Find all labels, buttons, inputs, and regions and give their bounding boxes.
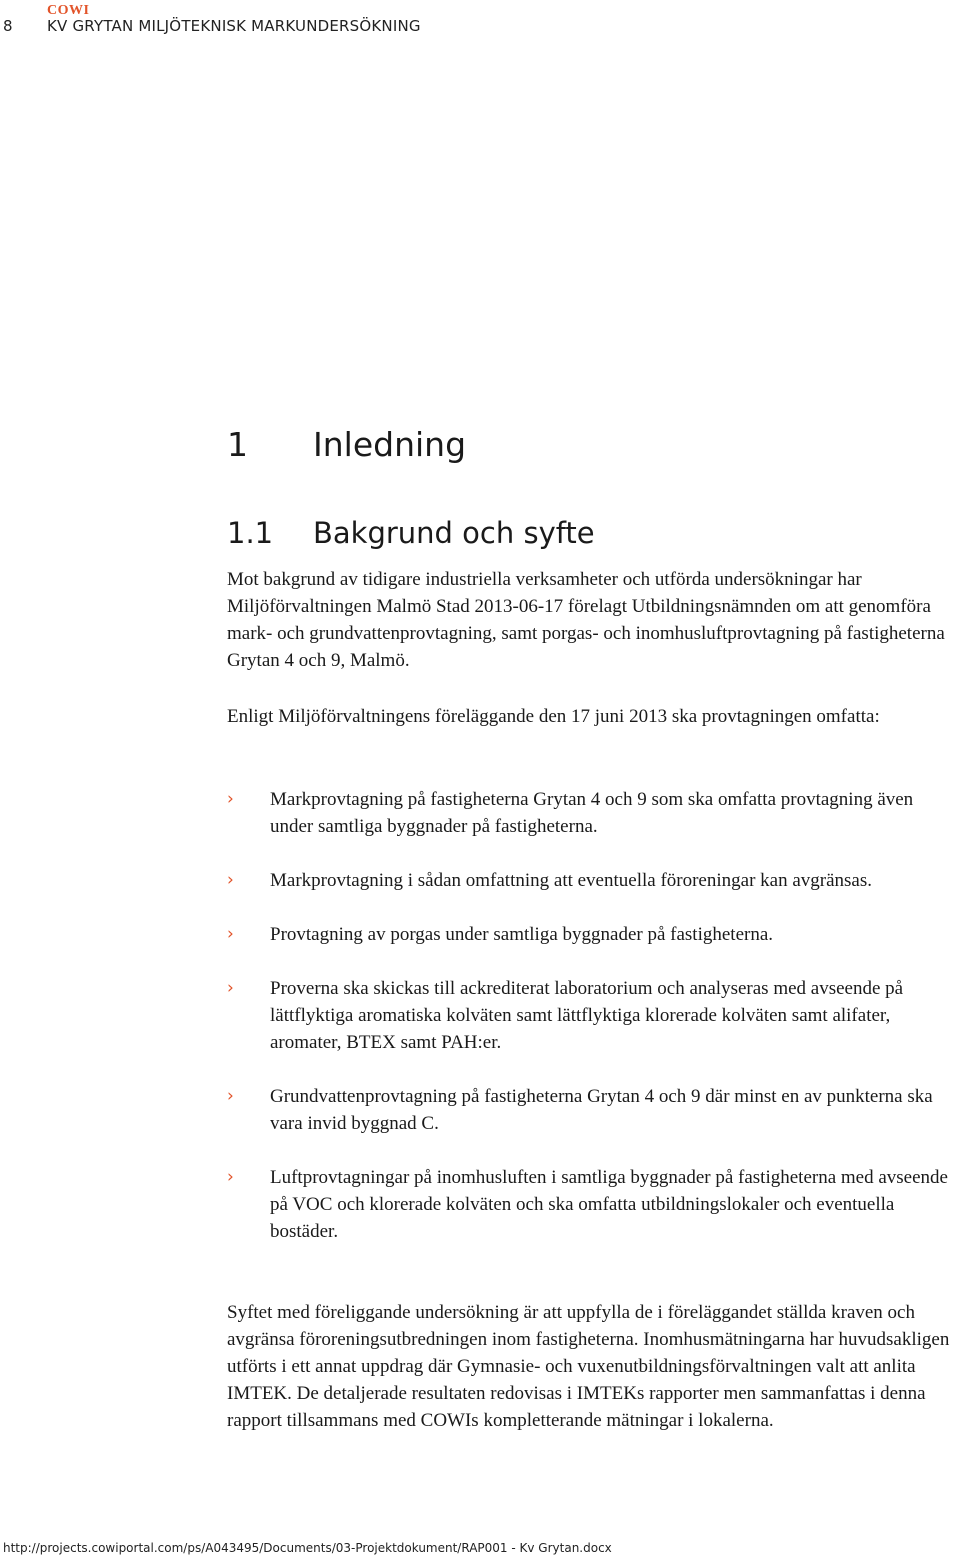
- bullet-chevron-icon: ›: [227, 870, 234, 890]
- heading-1-1: [227, 516, 595, 550]
- list-item: [227, 1164, 960, 1245]
- page-number: 8: [3, 17, 13, 35]
- heading-1-1-title: Bakgrund och syfte: [313, 516, 595, 550]
- list-item: [227, 786, 960, 840]
- heading-1-number: 1: [227, 425, 248, 464]
- list-item: [227, 1083, 960, 1137]
- cowi-logo: COWI: [47, 3, 90, 18]
- bullet-chevron-icon: ›: [227, 978, 234, 998]
- footer-document-url: http://projects.cowiportal.com/ps/A043495/Documents/03-Projektdokument/RAP001 - Kv Grytan.docx: [3, 1541, 612, 1555]
- list-item-text: Markprovtagning på fastigheterna Grytan 4 och 9 som ska omfatta provtagning även under samtliga byggnader på fastigheterna.: [270, 789, 914, 837]
- list-item-text: Proverna ska skickas till ackrediterat laboratorium och analyseras med avseende på lättflyktiga aromatiska kolväten samt lättflyktiga klorerade kolväten samt alifater, aromater, BTEX samt PAH:er.: [270, 978, 904, 1053]
- bullet-chevron-icon: ›: [227, 789, 234, 809]
- list-item: [227, 975, 960, 1056]
- bullet-chevron-icon: ›: [227, 1167, 234, 1187]
- heading-1-1-number: 1.1: [227, 516, 274, 550]
- list-item-text: Provtagning av porgas under samtliga byggnader på fastigheterna.: [270, 924, 774, 945]
- list-item-text: Grundvattenprovtagning på fastigheterna Grytan 4 och 9 där minst en av punkterna ska vara invid byggnad C.: [270, 1086, 933, 1134]
- bullet-chevron-icon: ›: [227, 924, 234, 944]
- list-item-text: Luftprovtagningar på inomhusluften i samtliga byggnader på fastigheterna med avseende på VOC och klorerade kolväten och ska omfatta utbildningslokaler och eventuella bostäder.: [270, 1167, 948, 1242]
- list-item: [227, 867, 960, 894]
- paragraph-injunction: Enligt Miljöförvaltningens föreläggande den 17 juni 2013 ska provtagningen omfatta:: [227, 706, 880, 727]
- running-header: KV GRYTAN MILJÖTEKNISK MARKUNDERSÖKNING: [47, 17, 421, 35]
- heading-1-title: Inledning: [313, 425, 467, 464]
- paragraph-purpose: Syftet med föreliggande undersökning är att uppfylla de i föreläggandet ställda kraven och avgränsa föroreningsutbredningen inom fastigheterna. Inomhusmätningarna har huvudsakligen utförts i ett annat uppdrag där Gymnasie- och vuxenutbildningsförvaltningen valt att anlita IMTEK. De detaljerade resultaten redovisas i IMTEKs rapporter men sammanfattas i denna rapport tillsammans med COWIs kompletterande mätningar i lokalerna.: [227, 1302, 950, 1431]
- list-item-text: Markprovtagning i sådan omfattning att eventuella föroreningar kan avgränsas.: [270, 870, 872, 891]
- paragraph-background: Mot bakgrund av tidigare industriella verksamheter och utförda undersökningar har Miljöförvaltningen Malmö Stad 2013-06-17 förelagt Utbildningsnämnden om att genomföra mark- och grundvattenprovtagning, samt porgas- och inomhusluftprovtagning på fastigheterna Grytan 4 och 9, Malmö.: [227, 569, 945, 671]
- requirements-list: [227, 786, 960, 1272]
- bullet-chevron-icon: ›: [227, 1086, 234, 1106]
- heading-1: [227, 425, 466, 464]
- list-item: [227, 921, 960, 948]
